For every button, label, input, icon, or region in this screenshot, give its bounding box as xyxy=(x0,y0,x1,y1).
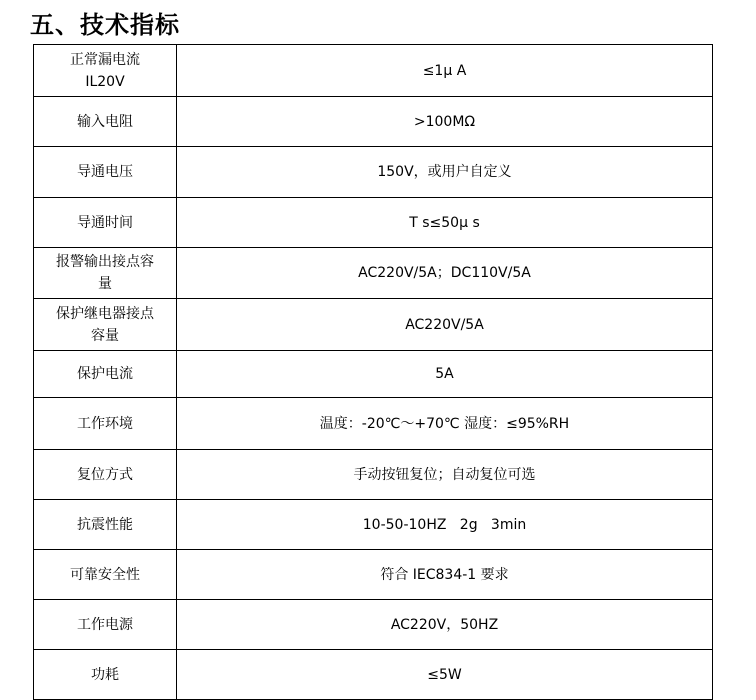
row-label xyxy=(34,351,177,398)
row-value: 符合 IEC834-1 要求 xyxy=(177,550,713,600)
row-label xyxy=(34,45,177,97)
row-value: ≤5W xyxy=(177,650,713,700)
row-label xyxy=(34,299,177,351)
table-row xyxy=(34,650,713,700)
row-label xyxy=(34,650,177,700)
row-value: 5A xyxy=(177,351,713,398)
row-value: AC220V，50HZ xyxy=(177,600,713,650)
label-line: 报警输出接点容 xyxy=(56,254,154,270)
table-row xyxy=(34,147,713,198)
table-row xyxy=(34,198,713,248)
label-line: 导通电压 xyxy=(77,164,133,180)
label-line: 正常漏电流 xyxy=(70,51,140,68)
row-value: 150V，或用户自定义 xyxy=(177,147,713,198)
label-line: IL20V xyxy=(85,73,125,90)
table-row xyxy=(34,97,713,147)
table-row xyxy=(34,398,713,450)
row-label xyxy=(34,450,177,500)
label-line: 量 xyxy=(98,276,112,292)
row-label xyxy=(34,550,177,600)
label-line: 抗震性能 xyxy=(77,516,133,533)
table-row xyxy=(34,450,713,500)
table-row xyxy=(34,45,713,97)
table-row xyxy=(34,550,713,600)
label-line: 输入电阻 xyxy=(77,113,133,130)
label-line: 容量 xyxy=(91,327,119,344)
label-line: 保护电流 xyxy=(77,366,133,382)
table-row xyxy=(34,351,713,398)
row-value: 手动按钮复位；自动复位可选 xyxy=(177,450,713,500)
row-value: T s≤50μ s xyxy=(177,198,713,248)
table-row xyxy=(34,299,713,351)
row-value: AC220V/5A xyxy=(177,299,713,351)
row-label xyxy=(34,600,177,650)
row-value: AC220V/5A；DC110V/5A xyxy=(177,248,713,299)
label-line: 保护继电器接点 xyxy=(56,305,154,322)
label-line: 工作电源 xyxy=(77,616,133,633)
row-value: 温度：-20℃～+70℃ 湿度：≤95%RH xyxy=(177,398,713,450)
row-label xyxy=(34,147,177,198)
label-line: 导通时间 xyxy=(77,214,133,231)
row-value: ≤1μ A xyxy=(177,45,713,97)
table-row xyxy=(34,600,713,650)
table-row xyxy=(34,248,713,299)
row-label xyxy=(34,500,177,550)
label-line: 工作环境 xyxy=(77,415,133,432)
label-line: 复位方式 xyxy=(77,466,133,483)
label-line: 可靠安全性 xyxy=(70,566,140,583)
table-row xyxy=(34,500,713,550)
row-label xyxy=(34,97,177,147)
row-label xyxy=(34,398,177,450)
label-line: 功耗 xyxy=(91,666,119,683)
row-label xyxy=(34,198,177,248)
row-value: 10-50-10HZ 2g 3min xyxy=(177,500,713,550)
row-label xyxy=(34,248,177,299)
spec-table xyxy=(33,44,713,700)
row-value: >100MΩ xyxy=(177,97,713,147)
section-title: 五、技术指标 xyxy=(30,10,180,39)
